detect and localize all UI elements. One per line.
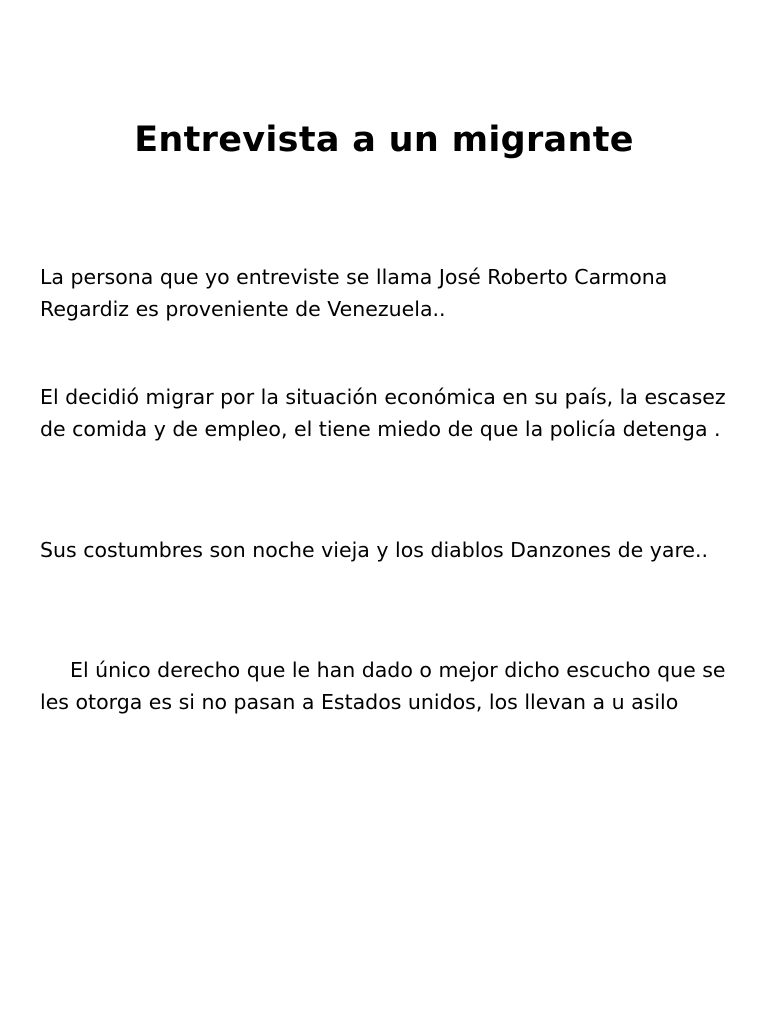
document-title: Entrevista a un migrante (134, 120, 634, 160)
paragraph-reasons: El decidió migrar por la situación económica en su país, la escasez de comida y de empleo, el tiene miedo de que la policía detenga . (40, 385, 726, 441)
paragraph-identity: La persona que yo entreviste se llama José Roberto Carmona Regardiz es proveniente de Venezuela.. (40, 265, 668, 321)
paragraph-customs: Sus costumbres son noche vieja y los diablos Danzones de yare.. (40, 538, 709, 562)
paragraph-rights: El único derecho que le han dado o mejor dicho escucho que se les otorga es si no pasan a Estados unidos, los llevan a u asilo (40, 658, 726, 714)
